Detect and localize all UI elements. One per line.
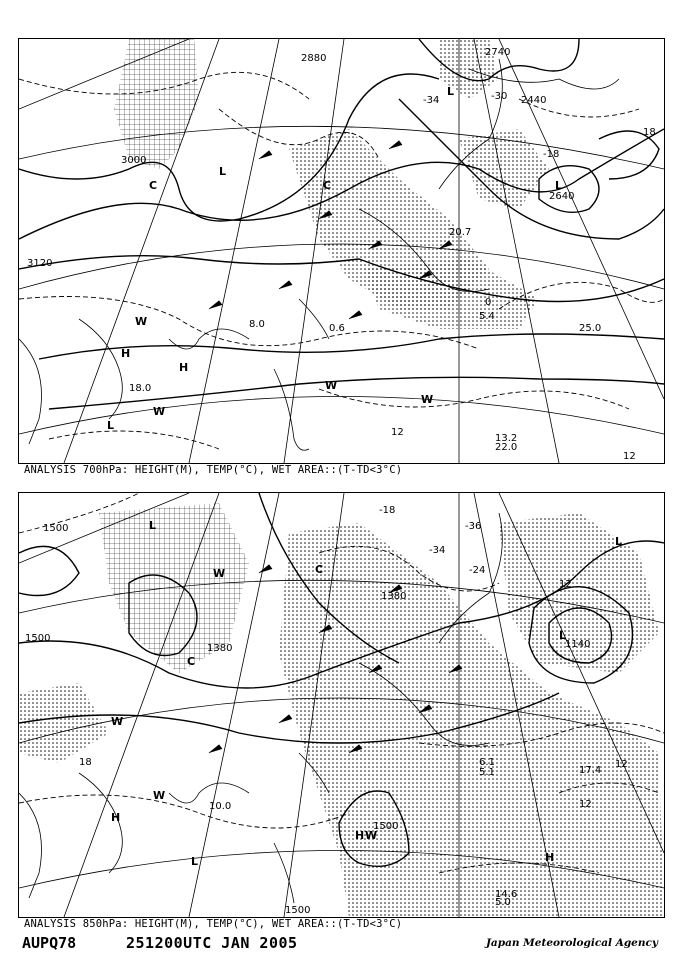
temperature-label: -18 bbox=[543, 149, 560, 160]
high-center: H bbox=[545, 851, 555, 864]
station-value: 13.2 bbox=[495, 433, 518, 444]
temperature-label: 18 bbox=[643, 127, 656, 138]
map-panel-700hpa bbox=[18, 38, 665, 464]
high-center: H bbox=[355, 829, 365, 842]
temperature-label: -34 bbox=[423, 95, 440, 106]
temperature-label: -24 bbox=[469, 565, 486, 576]
coastlines bbox=[19, 59, 619, 450]
temperature-label: 12 bbox=[391, 427, 404, 438]
temperature-label: -34 bbox=[429, 545, 446, 556]
map-700hpa-svg bbox=[19, 39, 664, 463]
height-label: 1500 bbox=[285, 905, 311, 916]
height-label: 1500 bbox=[43, 523, 69, 534]
warm-center: W bbox=[365, 829, 378, 842]
low-center: L bbox=[555, 179, 563, 192]
temperature-label: 12 bbox=[615, 759, 628, 770]
chart-id: AUPQ78 bbox=[22, 934, 77, 952]
station-value: 8.0 bbox=[249, 319, 265, 330]
height-label: 1140 bbox=[565, 639, 591, 650]
temperature-label: 18 bbox=[79, 757, 92, 768]
height-label: 2640 bbox=[549, 191, 575, 202]
temperature-label: 12 bbox=[579, 799, 592, 810]
warm-center: W bbox=[153, 789, 166, 802]
cold-center: C bbox=[315, 563, 324, 576]
map-panel-850hpa bbox=[18, 492, 665, 918]
station-value: 25.0 bbox=[579, 323, 602, 334]
high-center: H bbox=[111, 811, 121, 824]
temperature-label: -30 bbox=[491, 91, 508, 102]
height-label: 2740 bbox=[485, 47, 511, 58]
high-center: H bbox=[179, 361, 189, 374]
agency-credit: Japan Meteorological Agency bbox=[485, 937, 658, 949]
low-center: L bbox=[447, 85, 455, 98]
height-label: 3120 bbox=[27, 258, 53, 269]
station-value: 10.0 bbox=[209, 801, 232, 812]
height-label: 1500 bbox=[373, 821, 399, 832]
station-value: 14.6 bbox=[495, 889, 518, 900]
temperature-label: 12 bbox=[623, 451, 636, 462]
height-label: 2880 bbox=[301, 53, 327, 64]
low-center: L bbox=[149, 519, 157, 532]
chart-footer bbox=[22, 934, 662, 956]
station-value: 5.0 bbox=[495, 897, 511, 908]
cold-center: C bbox=[323, 179, 332, 192]
caption-700hpa: ANALYSIS 700hPa: HEIGHT(M), TEMP(°C), WET AREA::(T-TD<3°C) bbox=[24, 464, 403, 476]
low-center: L bbox=[615, 535, 623, 548]
height-label: 1500 bbox=[25, 633, 51, 644]
cold-center: C bbox=[187, 655, 196, 668]
valid-time: 251200UTC JAN 2005 bbox=[126, 934, 298, 952]
temperature-label: -36 bbox=[465, 521, 482, 532]
low-center: L bbox=[559, 629, 567, 642]
wet-areas bbox=[19, 503, 664, 917]
warm-center: W bbox=[325, 379, 338, 392]
caption-850hpa: ANALYSIS 850hPa: HEIGHT(M), TEMP(°C), WET AREA::(T-TD<3°C) bbox=[24, 918, 403, 930]
warm-center: W bbox=[111, 715, 124, 728]
low-center: L bbox=[219, 165, 227, 178]
height-label: 3000 bbox=[121, 155, 147, 166]
station-value: 20.7 bbox=[449, 227, 472, 238]
temperature-label: 0 bbox=[485, 297, 492, 308]
height-label: 1380 bbox=[381, 591, 407, 602]
map-850hpa-svg bbox=[19, 493, 664, 917]
station-value: 5.4 bbox=[479, 311, 495, 322]
station-value: 0.6 bbox=[329, 323, 345, 334]
high-center: H bbox=[121, 347, 131, 360]
height-label: 1380 bbox=[207, 643, 233, 654]
warm-center: W bbox=[213, 567, 226, 580]
cold-center: C bbox=[149, 179, 158, 192]
warm-center: W bbox=[421, 393, 434, 406]
station-value: 5.1 bbox=[479, 767, 495, 778]
temperature-label: 12 bbox=[559, 579, 572, 590]
low-center: L bbox=[191, 855, 199, 868]
station-value: 17.4 bbox=[579, 765, 602, 776]
warm-center: W bbox=[135, 315, 148, 328]
station-value: 6.1 bbox=[479, 757, 495, 768]
low-center: L bbox=[107, 419, 115, 432]
warm-center: W bbox=[153, 405, 166, 418]
station-value: 22.0 bbox=[495, 442, 518, 453]
height-label: 2440 bbox=[521, 95, 547, 106]
station-value: 18.0 bbox=[129, 383, 152, 394]
temperature-label: -18 bbox=[379, 505, 396, 516]
